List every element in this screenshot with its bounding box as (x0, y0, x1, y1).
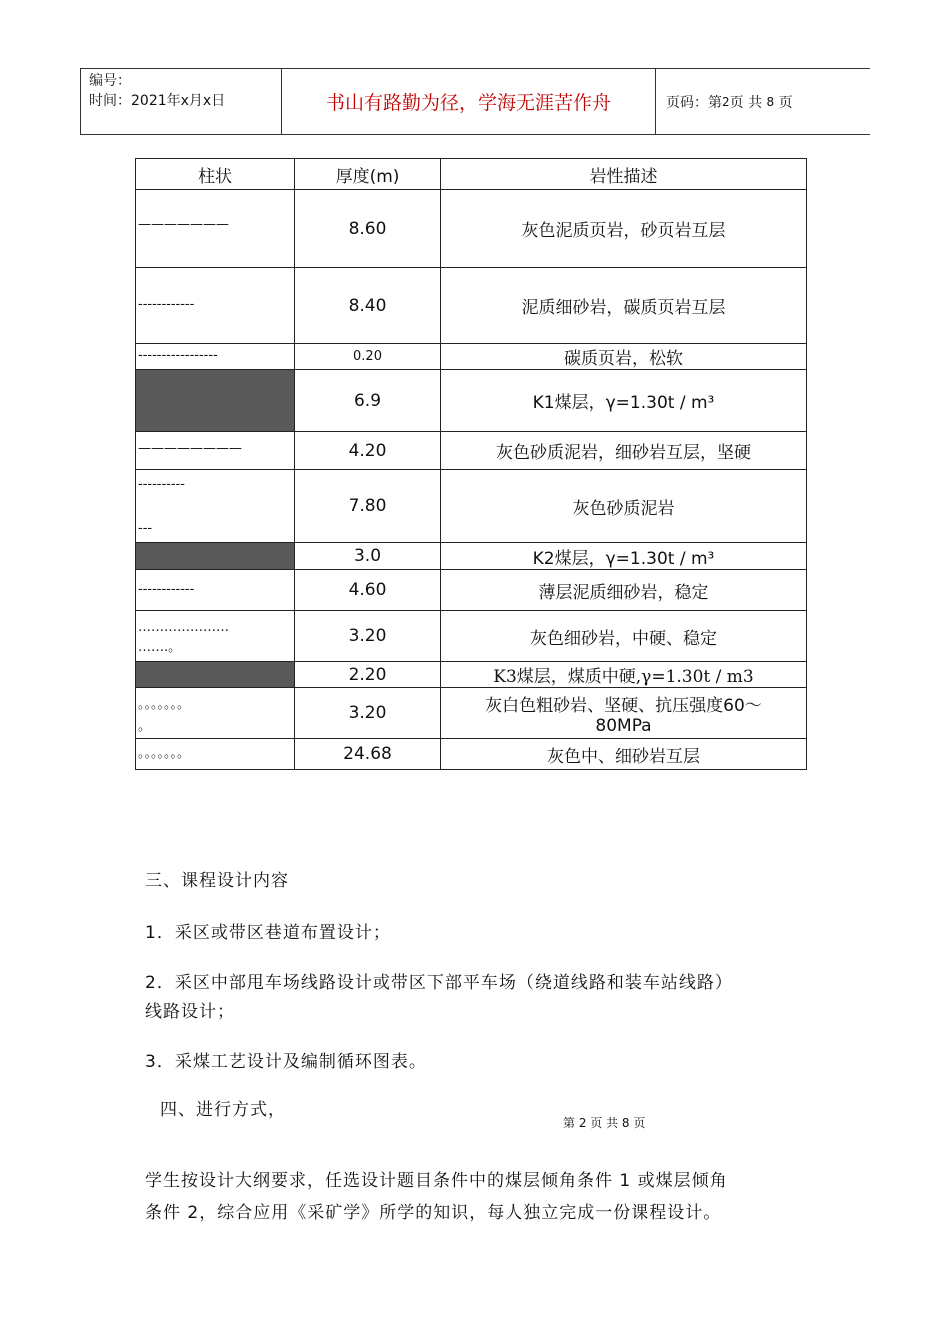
pattern-cell: ------------ (136, 570, 295, 611)
pattern-cell: ----------------- (136, 344, 295, 370)
table-row (136, 432, 807, 470)
description-cell: 碳质页岩，松软 (441, 344, 807, 370)
list-item-1: 1．采区或带区巷道布置设计； (145, 923, 391, 943)
page-header (80, 68, 870, 135)
table-row (136, 543, 807, 570)
pattern-cell: ………………… …….。 (136, 611, 295, 662)
number-label: 编号： (89, 73, 131, 89)
section-heading-4: 四、进行方式， (160, 1100, 286, 1120)
description-cell: 灰色砂质泥岩，细砂岩互层，坚硬 (441, 432, 807, 470)
paragraph-line-1: 学生按设计大纲要求，任选设计题目条件中的煤层倾角条件 1 或煤层倾角 (145, 1171, 728, 1191)
thickness-cell: 3.0 (295, 543, 441, 570)
description-cell: 灰白色粗砂岩、坚硬、抗压强度60～ 80MPa (441, 688, 807, 739)
description-cell: 灰色细砂岩，中硬、稳定 (441, 611, 807, 662)
description-cell: K3煤层，煤质中硬,γ=1.30t / m3 (441, 662, 807, 688)
thickness-cell: 4.20 (295, 432, 441, 470)
thickness-cell: 7.80 (295, 470, 441, 543)
table-row (136, 570, 807, 611)
pattern-cell: 。。。。。。。 。 (136, 688, 295, 739)
time-label: 时间：2021年x月x日 (89, 93, 226, 109)
col-header-thickness: 厚度(m) (295, 159, 441, 190)
thickness-cell: 0.20 (295, 344, 441, 370)
table-row (136, 344, 807, 370)
thickness-cell: 24.68 (295, 739, 441, 770)
thickness-cell: 3.20 (295, 611, 441, 662)
motto: 书山有路勤为径，学海无涯苦作舟 (282, 69, 656, 134)
list-item-2: 2．采区中部甩车场线路设计或带区下部平车场（绕道线路和装车站线路） (145, 973, 733, 993)
pattern-cell: ——————— (136, 190, 295, 268)
description-cell: 灰色泥质页岩，砂页岩互层 (441, 190, 807, 268)
thickness-cell: 8.40 (295, 268, 441, 344)
col-header-description: 岩性描述 (441, 159, 807, 190)
strata-table (135, 158, 807, 770)
header-info-cell (81, 69, 282, 134)
description-cell: 薄层泥质细砂岩，稳定 (441, 570, 807, 611)
table-row (136, 688, 807, 739)
page-footer: 第 2 页 共 8 页 (563, 1116, 646, 1130)
coal-seam-pattern (136, 543, 295, 570)
table-row (136, 611, 807, 662)
col-header-column: 柱状 (136, 159, 295, 190)
thickness-cell: 3.20 (295, 688, 441, 739)
thickness-cell: 4.60 (295, 570, 441, 611)
list-item-2-cont: 线路设计； (145, 1002, 235, 1022)
description-cell: K1煤层，γ=1.30t / m³ (441, 370, 807, 432)
paragraph-line-2: 条件 2，综合应用《采矿学》所学的知识，每人独立完成一份课程设计。 (145, 1203, 722, 1223)
description-cell: 灰色砂质泥岩 (441, 470, 807, 543)
pattern-cell: 。。。。。。。 (136, 739, 295, 770)
table-row (136, 370, 807, 432)
list-item-3: 3．采煤工艺设计及编制循环图表。 (145, 1052, 427, 1072)
description-cell: K2煤层，γ=1.30t / m³ (441, 543, 807, 570)
thickness-cell: 6.9 (295, 370, 441, 432)
table-row (136, 739, 807, 770)
table-row (136, 662, 807, 688)
pattern-cell: ---------- --- (136, 470, 295, 543)
table-row (136, 268, 807, 344)
table-row (136, 470, 807, 543)
thickness-cell: 2.20 (295, 662, 441, 688)
table-row (136, 190, 807, 268)
coal-seam-pattern (136, 662, 295, 688)
section-heading-3: 三、课程设计内容 (145, 871, 289, 891)
description-cell: 灰色中、细砂岩互层 (441, 739, 807, 770)
pattern-cell: ———————— (136, 432, 295, 470)
table-header-row (136, 159, 807, 190)
pattern-cell: ------------ (136, 268, 295, 344)
description-cell: 泥质细砂岩，碳质页岩互层 (441, 268, 807, 344)
thickness-cell: 8.60 (295, 190, 441, 268)
page-indicator: 页码：第 2 页 共 8 页 (666, 94, 793, 111)
coal-seam-pattern (136, 370, 295, 432)
